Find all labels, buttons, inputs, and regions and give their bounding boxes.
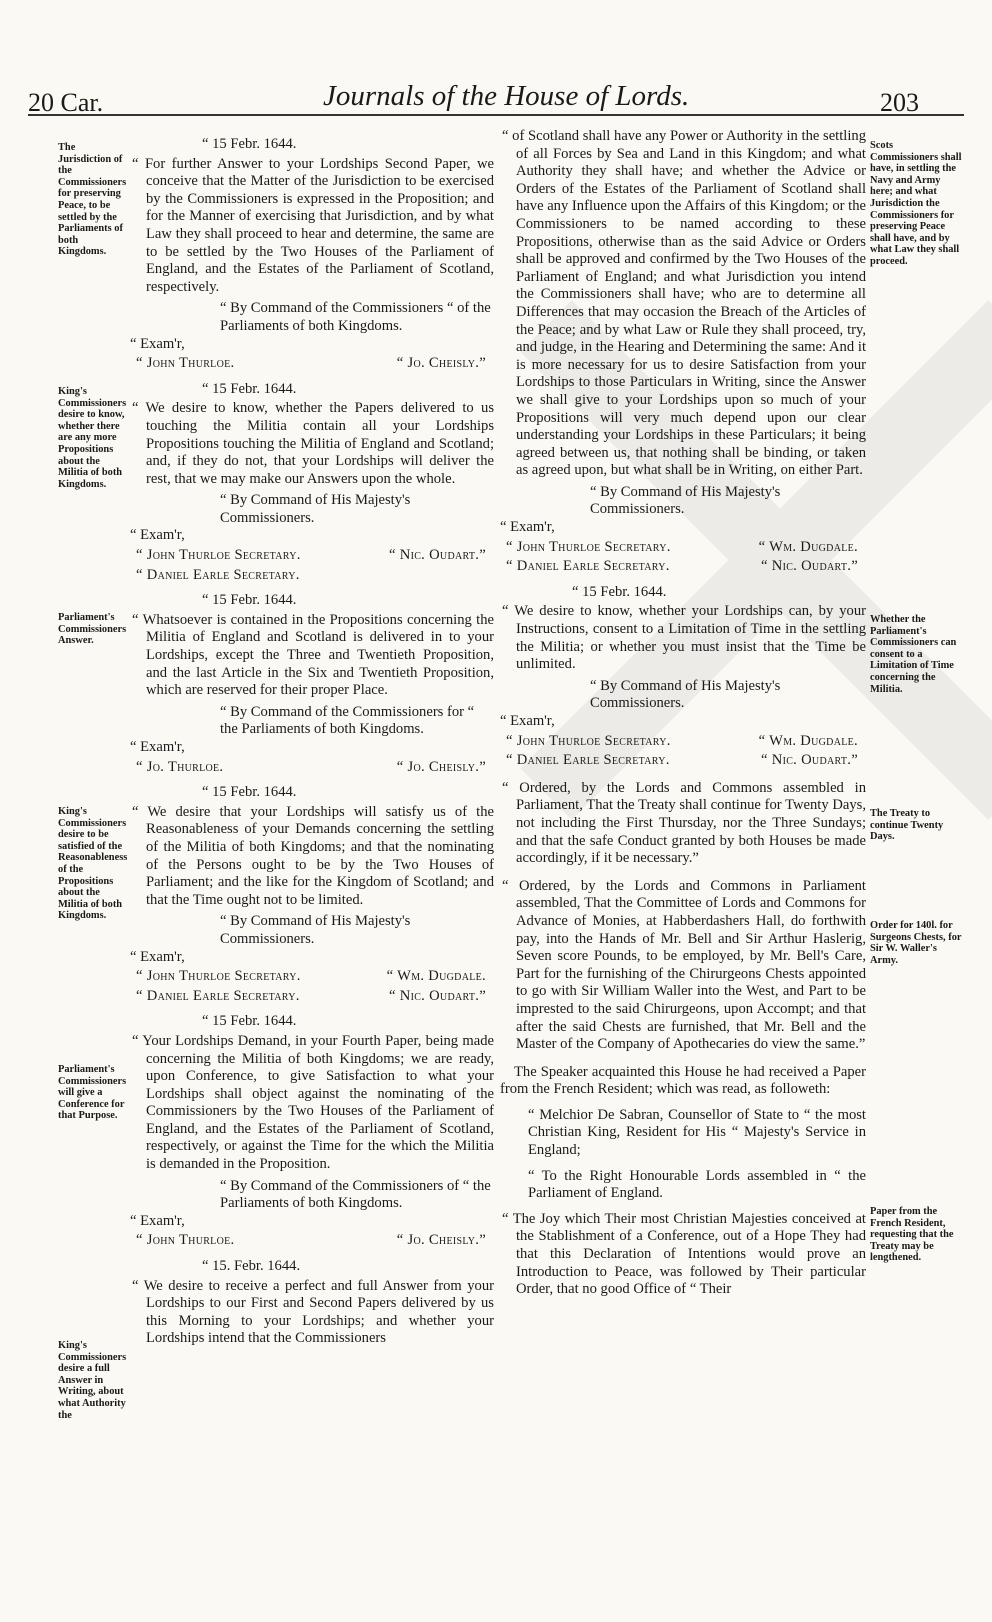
journal-entry <box>130 381 494 585</box>
signature: “ Jo. Cheisly.” <box>396 758 486 775</box>
entry-text: “ We desire that your Lordships will satisfy us of the Reasonableness of your Demands concerning the settling of the Militia of both Kingdoms; and that the nominating of the Persons ought to be by the Two Houses of Parliament; and the like for the Kingdom of Scotland; and that the Time ought not to be limited. <box>132 803 494 908</box>
entry-date: “ 15 Febr. 1644. <box>572 583 667 600</box>
signature: “ Nic. Oudart.” <box>389 547 486 564</box>
signature: “ Jo. Cheisly.” <box>396 1232 486 1249</box>
entry-command: “ By Command of His Majesty's Commissioners. <box>590 483 781 518</box>
signature-row <box>130 1232 494 1250</box>
signature: “ Nic. Oudart.” <box>389 987 486 1004</box>
journal-entry <box>130 136 494 373</box>
signature: “ Wm. Dugdale. <box>758 538 858 555</box>
signature-row <box>130 567 494 585</box>
entry-command: “ By Command of His Majesty's Commissioners. <box>590 677 781 712</box>
journal-entry <box>130 1258 494 1348</box>
page-header <box>0 62 992 117</box>
journal-entry <box>500 780 866 868</box>
page-title: Journals of the House of Lords. <box>323 80 690 112</box>
signature-row <box>130 547 494 565</box>
margin-note: Whether the Parliament's Commissioners can consent to a Limitation of Time concerning the Militia. <box>870 614 957 695</box>
margin-note: Parliament's Commissioners Answer. <box>58 612 127 647</box>
signature: “ Daniel Earle Secretary. <box>506 558 670 575</box>
signature: “ Wm. Dugdale. <box>758 732 858 749</box>
entry-command: “ By Command of the Commissioners “ of the Parliaments of both Kingdoms. <box>220 300 491 334</box>
letter-heading: “ Melchior De Sabran, Counsellor of State to “ the most Christian King, Resident for His “ Majesty's Service in England; <box>528 1106 866 1159</box>
entry-text: “ Your Lordships Demand, in your Fourth Paper, being made concerning the Militia of both Kingdoms; we are ready, upon Conference, to give Satisfaction to what your Lordships shall object against the nominating of the Commissioners by the Two Houses of the Parliament of England, and the Estates of the Parliament of Scotland, respectively, or against the Time for the which the Militia is demanded in the Proposition. <box>132 1032 494 1173</box>
signature: “ John Thurloe Secretary. <box>506 538 671 555</box>
entry-command: “ By Command of the Commissioners for “ the Parliaments of both Kingdoms. <box>220 703 475 738</box>
entry-command: “ By Command of the Commissioners of “ the Parliaments of both Kingdoms. <box>220 1177 491 1212</box>
order-text: “ Ordered, by the Lords and Commons in Parliament assembled, That the Committee of Lords and Commons for Advance of Monies, at Habberdashers Hall, do forthwith pay, into the Hands of Mr. Bell and Sir Arthur Haslerig, Seven score Pounds, to be employed, by Mr. Bell's Care, Part for the furnishing of the Chirurgeons Chests appointed to go with Sir William Waller into the West, and Part to be imprested to the said Chirurgeons, upon Accompt; and that after the said Chests are furnished, that Mr. Bell and the Master of the Company of Apothecaries do view the same.” <box>502 877 866 1053</box>
entry-exam: “ Exam'r, <box>130 739 185 755</box>
entry-command: “ By Command of His Majesty's Commissioners. <box>220 913 411 947</box>
order-text: “ Ordered, by the Lords and Commons assembled in Parliament, That the Treaty shall continue for Twenty Days, not including the First Thursday, nor the Three Sundays; and that the safe Conduct granted by both Houses be made accordingly, if it be necessary.” <box>502 779 866 867</box>
margin-note: Order for 140l. for Surgeons Chests, for Sir W. Waller's Army. <box>870 920 962 966</box>
entry-exam: “ Exam'r, <box>500 713 555 729</box>
signature: “ John Thurloe Secretary. <box>136 547 301 564</box>
margin-note: Parliament's Commissioners will give a Conference for that Purpose. <box>58 1064 127 1122</box>
letter-addressee: “ To the Right Honourable Lords assembled in “ the Parliament of England. <box>528 1167 866 1202</box>
margin-note: Scots Commissioners shall have, in settling the Navy and Army here; and what Jurisdiction the Commissioners for preserving Peace shall have, and by what Law they shall proceed. <box>870 140 962 267</box>
right-column <box>500 128 866 1299</box>
speaker-note: The Speaker acquainted this House he had received a Paper from the French Resident; which was read, as followeth: <box>500 1063 866 1098</box>
entry-exam: “ Exam'r, <box>500 519 555 536</box>
left-column <box>130 128 494 1354</box>
entry-text: “ For further Answer to your Lordships Second Paper, we conceive that the Matter of the Jurisdiction to be exercised by the Commissioners is expressed in the Proposition; and for the Manner of exercising that Jurisdiction, and by what Law they shall proceed to hear and determine, the same are to be settled by the Two Houses of the Parliament of England, and the Estates of the Parliament of Scotland, respectively. <box>132 155 494 295</box>
entry-exam: “ Exam'r, <box>130 335 185 352</box>
journal-entry <box>130 784 494 1005</box>
journal-entry <box>500 128 866 576</box>
margin-note: King's Commissioners desire to know, whether there are any more Propositions about the Militia of both Kingdoms. <box>58 386 127 490</box>
signature: “ Wm. Dugdale. <box>386 968 486 985</box>
signature: “ Nic. Oudart.” <box>761 558 858 575</box>
reign-label: 20 Car. <box>28 88 104 117</box>
entry-date: “ 15 Febr. 1644. <box>202 136 297 152</box>
margin-note: King's Commissioners desire to be satisfied of the Reasonableness of the Propositions about the Militia of both Kingdoms. <box>58 806 128 922</box>
signature-row <box>500 733 866 751</box>
signature: “ John Thurloe. <box>136 1232 235 1249</box>
signature-row <box>500 752 866 770</box>
signature: “ Nic. Oudart.” <box>761 752 858 769</box>
margin-note: The Jurisdiction of the Commissioners for preserving Peace, to be settled by the Parliaments of both Kingdoms. <box>58 142 127 258</box>
signature-row <box>130 988 494 1006</box>
signature: “ Daniel Earle Secretary. <box>136 987 300 1004</box>
signature-row <box>130 759 494 777</box>
entry-command: “ By Command of His Majesty's Commissioners. <box>220 492 411 526</box>
header-rule <box>28 114 964 116</box>
letter-body: “ The Joy which Their most Christian Majesties conceived at the Stablishment of a Conference, out of a Hope They had that this Declaration of Intentions would prove an Introduction to Peace, was followed by Their particular Order, that no good Office of “ Their <box>502 1210 866 1298</box>
margin-note: The Treaty to continue Twenty Days. <box>870 808 944 843</box>
entry-text: “ We desire to know, whether the Papers delivered to us touching the Militia contain all your Lordships Propositions touching the Militia of England and Scotland; and, if they do not, that your Lordships will deliver the rest, that we may make our Answers upon the whole. <box>132 400 494 487</box>
margin-note: King's Commissioners desire a full Answer in Writing, about what Authority the <box>58 1340 127 1421</box>
signature: “ Daniel Earle Secretary. <box>506 752 670 769</box>
margin-note: Paper from the French Resident, requesting that the Treaty may be lengthened. <box>870 1206 954 1264</box>
signature: “ Daniel Earle Secretary. <box>136 566 300 583</box>
signature: “ John Thurloe Secretary. <box>506 732 671 749</box>
signature-row <box>500 539 866 557</box>
signature-row <box>500 558 866 576</box>
journal-entry <box>500 878 866 1054</box>
signature-row <box>130 355 494 373</box>
entry-text: “ We desire to know, whether your Lordships can, by your Instructions, consent to a Limitation of Time in the settling the Militia; or whether you must insist that the Time be unlimited. <box>502 603 866 673</box>
signature: “ John Thurloe Secretary. <box>136 968 301 985</box>
entry-date: “ 15 Febr. 1644. <box>202 592 297 609</box>
entry-date: “ 15 Febr. 1644. <box>202 1013 297 1030</box>
entry-date: “ 15 Febr. 1644. <box>202 784 297 801</box>
entry-text: “ We desire to receive a perfect and full Answer from your Lordships to our First and Second Papers delivered by us this Morning to your Lordships; and whether your Lordships intend that the Commissioners <box>132 1277 494 1347</box>
signature: “ John Thurloe. <box>136 355 235 372</box>
entry-date: “ 15 Febr. 1644. <box>202 380 297 397</box>
entry-text: “ Whatsoever is contained in the Propositions concerning the Militia of England and Scotland is delivered in to your Lordships, except the Three and Twentieth Proposition, and the last Article in the Six and Twentieth Proposition, which are reserved for their proper Place. <box>132 611 494 699</box>
signature: “ Jo. Cheisly.” <box>396 355 486 372</box>
signature-row <box>130 968 494 986</box>
entry-exam: “ Exam'r, <box>130 948 185 965</box>
page-number: 203 <box>880 88 919 117</box>
signature: “ Jo. Thurloe. <box>136 758 224 775</box>
entry-exam: “ Exam'r, <box>130 1212 185 1229</box>
journal-entry <box>500 584 866 770</box>
entry-exam: “ Exam'r, <box>130 527 185 544</box>
journal-entry <box>130 592 494 776</box>
journal-entry <box>130 1013 494 1250</box>
entry-date: “ 15. Febr. 1644. <box>202 1258 301 1275</box>
entry-text: “ of Scotland shall have any Power or Authority in the settling of all Forces by Sea and Land in this Kingdom; and what Authority they shall have; and whether the Advice or Orders of the Estates of the Parliament of Scotland shall have any Influence upon the Affairs of this Kingdom; or the Commissioners to be named according to these Propositions, otherwise than as the said Advice or Orders shall be approved and confirmed by the Two Houses of the Parliament of England; and what Jurisdiction you intend the Commissioners shall have; who are to determine all Differences that may occasion the Breach of the Articles of the Peace; and by what Law or Rule they shall proceed, try, and judge, in the Hearing and Determining the same: And it is more necessary for us to desire Satisfaction from your Lordships to those Particulars in Writing, since the Answer we shall give to your Lordships upon so much of your Propositions will very much depend upon our clear understanding your Lordships in these Particulars; it being agreed between us, that nothing shall be binding, or taken as agreed upon, but what shall be in Writing, on either Part. <box>502 128 866 479</box>
